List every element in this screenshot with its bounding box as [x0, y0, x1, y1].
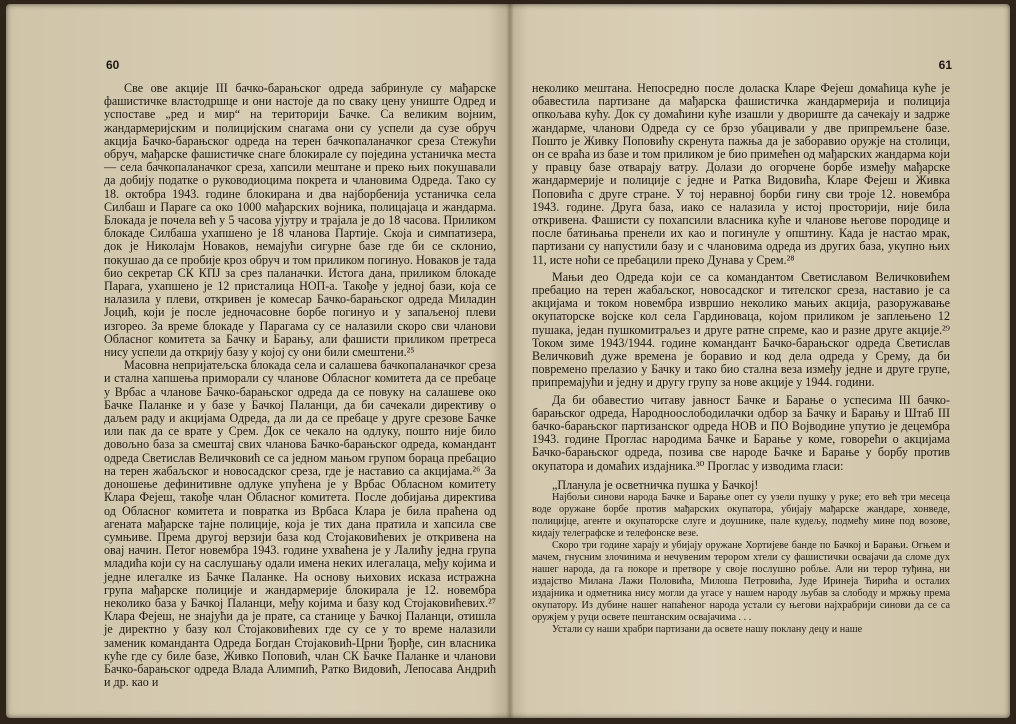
paragraph: Све ове акције III бачко-барањског одреда забринуле су мађарске фашистичке властодршце и они настоје да по сваку цену униште Одред и успоставе „ред и мир“ на територији Бачке. Са великим војним, жандармеријским и полицијским снагама они су успели да сузе обруч акција Бачко-барањског одреда на терен бачкопаланачког среза Стежући обруч, мађарске фашистичке снаге блокирале су поједина устаничка места — села бачкопаланачког среза, хапсили мештане и преко њих покушавали да добију податке о руководиоцима покрета и члановима Одреда. Тако су 18. октобра 1943. године блокирана и два најборбенија устаничка села Силбаш и Параге са око 1000 мађарских војника, полицајаца и жандарма. Блокада је почела већ у 5 часова ујутру и трајала је до 18 часова. Приликом блокаде Силбаша ухапшено је 18 чланова Партије. Скоја и симпатизера, док је Николајм Новаков, немајући сигурне базе где би се склонио, покушао да се пробије кроз обруч и том приликом погинуо. Новаков је тада био секретар СК КПЈ за срез паланачки. Истога дана, приликом блокаде Парага, ухапшено је 12 присталица НОП-а. Такође у једној бази, која се налазила у плеви, откривен је комесар Бачко-барањског одреда Миладин Јоцић, који је после једночасовне борбе погинуо и у запаљеној плеви изгорео. За време блокаде у Парагама су се налазили скоро сви чланови Обласног комитета за Бачку и Барању, али фашисти приликом претреса нису успели да открију базу у којој су они били смештени.²⁵ — [104, 81, 496, 360]
proclamation-quote — [532, 492, 950, 636]
paragraph: неколико мештана. Непосредно после доласка Кларе Фејеш домаћица куће је обавестила партизане да мађарска фашистичка жандармерија и полиција опкољава кућу. Док су домаћини куће изашли у двориште да сачекају и задрже жандарме, чланови Одреда су се брзо убацивали у две припремљене базе. Пошто је Живку Поповићу скренута пажња да је заборавио оружје на столици, он се враћа из базе и том приликом је био примећен од мађарских жандарма који у правцу базе отварају ватру. Долази до огорчене борбе између мађарске жандармерије и полиције с једне и Ратка Видовића, Кларе Фејеш и Живка Поповића с друге стране. У тој неравној борби гину сви троје 12. новембра 1943. године. Друга база, иако се налазила у истој просторији, није била откривена. Фашисти су похапсили власника куће и чланове његове породице и после батињања пренели их као и погинуле у општину. Када је настао мрак, партизани су напустили базу и с члановима одреда из других база, укупно њих 11, исте ноћи се пребацили преко Дунава у Срем.²⁸ — [532, 81, 950, 267]
page-number: 61 — [938, 58, 952, 72]
right-page-text — [532, 82, 950, 636]
quote-title: „Планула је осветничка пушка у Бачкој! — [552, 477, 759, 492]
book-spread — [6, 4, 1010, 718]
paragraph: Да би обавестио читаву јавност Бачке и Барање о успесима III бачко-барањског одреда, Народноослободилачки одбор за Бачку и Барању и Штаб III бачко-барањског партизанског одреда НОВ и ПО Војводине упутио је децембра 1943. године Проглас народима Бачке и Барање у коме, говорећи о акцијама Бачко-барањског одреда, позива све народе Бачке и Барање у борбу против окупатора и домаћих издајника.³⁰ Проглас у изводима гласи: — [532, 392, 950, 473]
left-page-text — [104, 82, 496, 689]
quote-paragraph: Устали су наши храбри партизани да освете нашу поклану децу и наше — [552, 624, 863, 636]
book-gutter — [506, 4, 514, 718]
paragraph: Мањи део Одреда који се са командантом Светиславом Величковићем пребацио на терен жабаљског, новосадског и тителског среза, наставио је са акцијама и током новембра извршио неколико мањих акција, разоружавање окупаторске војске кол села Гардиноваца, којом приликом је заплењено 12 пушака, један пушкомитраљез и друге ратне спреме, као и разне друге акције.²⁹ Током зиме 1943/1944. године командант Бачко-барањског одреда Светислав Величковић дуже времена је боравио и код дела одреда у Срему, да би повремено прелазио у Бачку и тако био стална веза између једне и друге групе, припремајући и једну и другу групу за нове акције у 1944. години. — [532, 269, 950, 390]
paragraph: Масовна непријатељска блокада села и салашева бачкопаланачког среза и стална хапшења приморали су чланове Обласног комитета да се пребаце у Врбас а чланове Бачко-барањског одреда да се повуку на салашеве око Бачке Паланке и у базе у Бачкој Паланци, да би сачекали директиву о даљем раду и акцијама Одреда, да ли да се пребаце у друге срезове Бачке или пак да се врате у Срем. Док се чекало на одлуку, пошто није било довољно база за смештај свих чланова Бачко-барањског одреда, командант одреда Светислав Величковић се са једном мањом групом бораца пребацио на терен жабаљског и новосадског среза, где је наставио са акцијама.²⁶ За доношење дефинитивне одлуке упућена је у Врбас Обласном комитету Клара Фејеш, такође члан Обласног комитета. После добијања директива од Обласног комитета и повратка из Врбаса Клара је била праћена од агената мађарске тајне полиције, која је тих дана пратила и хапсила све сумњиве. Према другој верзији база код Стојаковићевих је откривена на овај начин. Петог новембра 1943. године ухваћена је у Лалићу једна група младића који су на саслушању одали имена неких илегалаца, међу којима и једне илегалке из Бачке Паланке. На основу њихових исказа истражна група мађарске полиције и жандармерије блокирала је 12. новембра неколико база у Бачкој Паланци, међу којима и базу код Стојаковићевих.²⁷ Клара Фејеш, не знајући да је прате, са станице у Бачкој Паланци, отишла је директно у базу кол Стојаковићевих где су се у то време налазили заменик команданта Одреда Богдан Стојаковић-Црни Ђорђе, син власника куће где су биле базе, Живко Поповић, члан СК Бачке Паланке и чланови Бачко-барањског одреда Влада Алимпић, Ратко Видовић, Лепосава Андрић и др. као и — [104, 358, 496, 690]
page-number: 60 — [106, 58, 120, 72]
quote-paragraph: Скоро три године харају и убијају оружане Хортијеве банде по Бачкој и Барањи. Огњем и мачем, гнусним злочинима и нечувеним терором хтели су фашистички освајачи да сломе дух нашег народа, да га покоре и претворе у своје послушно робље. Али ни терор туђина, ни издајство Милана Лажи Половића, Милоша Петровића, Јуде Иринеја Ћирића и осталих издајника и одметника нису могли да угасе у нашем народу љубав за слободу и мржњу према окупатору. Из дубине нашег напаћеног народа устали су његови најхрабрији синови да се са оружјем у руци освете пештанским освајачима . . . — [532, 540, 950, 624]
quote-paragraph: Најбољи синови народа Бачке и Барање опет су узели пушку у руке; ето већ три месеца воде оружане борбе против мађарских окупатора, убијају мађарске жандаре, хонведе, полицијце, агенте и окупаторске слуге и доушнике, пале кудељу, подмећу мине под возове, кидају телеграфске и телефонске везе. — [532, 492, 950, 540]
right-page — [514, 4, 1010, 718]
left-page — [6, 4, 506, 718]
